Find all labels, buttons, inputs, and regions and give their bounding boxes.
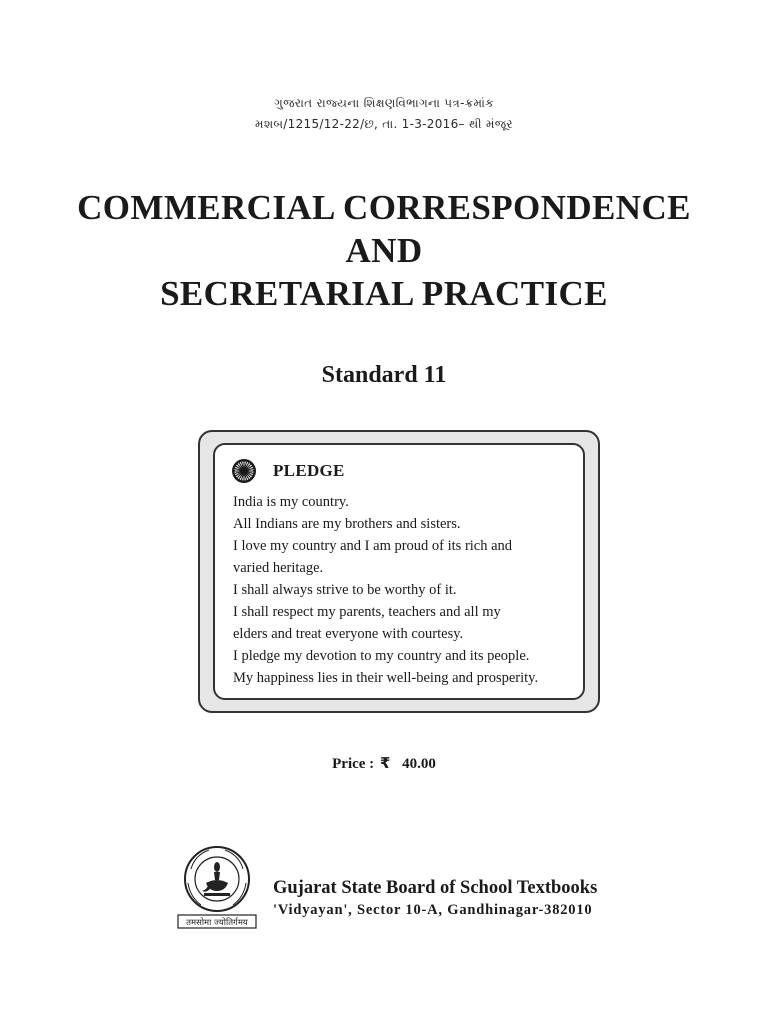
pledge-header xyxy=(231,457,345,485)
pledge-box xyxy=(198,430,600,713)
title-line-1: COMMERCIAL CORRESPONDENCE xyxy=(77,188,691,227)
title-line-2: AND xyxy=(345,231,423,270)
publisher-name: Gujarat State Board of School Textbooks xyxy=(273,878,598,898)
approval-notice xyxy=(0,93,768,135)
pledge-line: I pledge my devotion to my country and its people. xyxy=(233,648,530,664)
pledge-line: I shall respect my parents, teachers and all my xyxy=(233,604,501,620)
price xyxy=(0,754,768,773)
seal-motto: तमसोमा ज्योतिर्गमय xyxy=(186,918,248,928)
price-label: Price : xyxy=(332,756,375,772)
gujarat-board-seal-icon xyxy=(176,843,258,929)
publisher-address: 'Vidyayan', Sector 10-A, Gandhinagar-382010 xyxy=(273,902,593,918)
pledge-line: varied heritage. xyxy=(233,560,324,576)
approval-line-2: મશબ/1215/12-22/છ, તા. 1-3-2016– થી મંજૂર xyxy=(255,117,513,131)
pledge-line: I love my country and I am proud of its rich and xyxy=(233,538,513,554)
pledge-line: elders and treat everyone with courtesy. xyxy=(233,626,464,642)
price-amount: 40.00 xyxy=(402,756,436,772)
ashoka-chakra-icon xyxy=(231,458,257,484)
standard-label: Standard 11 xyxy=(321,362,447,388)
pledge-text xyxy=(233,491,579,689)
book-title xyxy=(0,186,768,315)
rupee-icon: ₹ xyxy=(379,754,391,772)
publisher-block xyxy=(273,876,597,920)
pledge-line: My happiness lies in their well-being and prosperity. xyxy=(233,670,539,686)
pledge-line: India is my country. xyxy=(233,494,349,510)
pledge-title: PLEDGE xyxy=(273,461,345,480)
pledge-line: All Indians are my brothers and sisters. xyxy=(233,516,461,532)
pledge-card xyxy=(213,443,585,700)
approval-line-1: ગુજરાત રાજ્યના શિક્ષણવિભાગના પત્ર-ક્રમાંક xyxy=(274,96,494,110)
title-line-3: SECRETARIAL PRACTICE xyxy=(160,274,608,313)
pledge-line: I shall always strive to be worthy of it. xyxy=(233,582,457,598)
